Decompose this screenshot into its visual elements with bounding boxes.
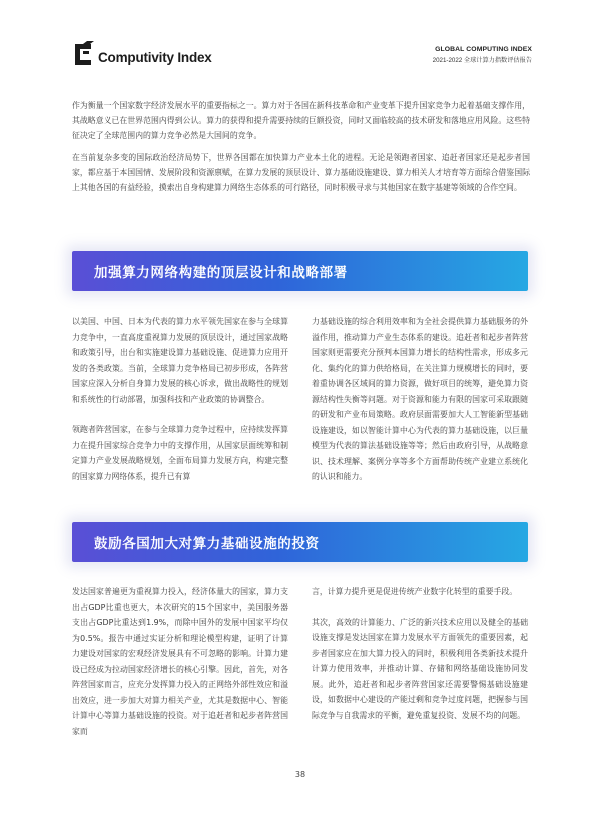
- section-banner-top-level-design: [72, 251, 528, 291]
- intro-paragraph-1: 作为衡量一个国家数字经济发展水平的重要指标之一。算力对于各国在新科技革命和产业变革下提升国家竞争力起着基础支撑作用，其战略意义已在世界范围内得到公认。算力的获得和提升需要持续的巨额投资，同时又面临较高的技术研发和落地应用风险。这些特征决定了全球范围内的算力竞争必然是大国间的竞争。: [72, 101, 530, 140]
- section-title: 加强算力网络构建的顶层设计和战略部署: [94, 265, 348, 281]
- logo: [72, 40, 212, 66]
- section2-left-column: [72, 584, 288, 754]
- paragraph: 力基础设施的综合利用效率和为全社会提供算力基础服务的外溢作用，推动算力产业生态体系的建设。追赶者和起步者阵营国家则更需要充分预判本国算力增长的结构性需求，形成多元化、集约化的算力供给格局，在关注算力规模增长的同时，要着重协调各区域间的算力资源，做好项目的统筹，避免算力资源结构性失衡等问题。对于资源和能力有限的国家可采取跟随的研发和产业布局策略。政府层面需要加大人工智能新型基础设施建设，如以智能计算中心为代表的算力基础设施，以巨量模型为代表的算法基础设施等等；然后由政府引导，从战略意识、技术理解、案例分享等多个方面帮助传统产业建立系统化的认识和能力。: [312, 317, 528, 481]
- report-subtitle: 2021-2022 全球计算力指数评估报告: [432, 57, 532, 64]
- paragraph: 领跑者阵营国家，在参与全球算力竞争过程中，应持续发挥算力在提升国家综合竞争力中的支撑作用，从国家层面统筹和制定算力产业发展战略规划，全面布局算力发展方向，构建完整的国家算力网络体系，提升已有算: [72, 425, 288, 481]
- section1-left-column: [72, 314, 288, 499]
- computivity-logo-icon: [72, 40, 96, 66]
- section1-right-column: [312, 314, 528, 500]
- paragraph: 以美国、中国、日本为代表的算力水平领先国家在参与全球算力竞争中，一直高度重视算力发展的顶层设计，通过国家战略和政策引导，出台和实施建设算力基础设施、促进算力应用开发的各类政策。当前，全球算力竞争格局已初步形成，各阵营国家应深入分析自身算力发展的核心诉求，做出战略性的规划和系统性的行动部署，加强科技和产业政策的协调整合。: [72, 317, 288, 404]
- section-title: 鼓励各国加大对算力基础设施的投资: [94, 536, 320, 552]
- paragraph: 其次，高效的计算能力、广泛的新兴技术应用以及健全的基础设施支撑是发达国家在算力发展水平方面领先的重要因素，起步者国家应在加大算力投入的同时，积极利用各类新技术提升计算力使用效率，并推动计算、存储和网络基础设施协同发展。此外，追赶者和起步者阵营国家还需要警惕基础设施建设，如数据中心建设的产能过剩和竞争过度问题，把握参与国际竞争与自我需求的平衡，避免重复投资、发展不均的问题。: [312, 617, 528, 720]
- report-title: GLOBAL COMPUTING INDEX: [435, 46, 532, 53]
- section2-right-column: [312, 584, 528, 738]
- intro-section: [72, 98, 530, 202]
- page-number: 38: [294, 770, 306, 779]
- section-banner-infrastructure-investment: [72, 522, 528, 562]
- report-header: [433, 46, 532, 64]
- page-header: [72, 40, 532, 74]
- intro-paragraph-2: 在当前复杂多变的国际政治经济局势下，世界各国都在加快算力产业本土化的进程。无论是领跑者国家、追赶者国家还是起步者国家，都应基于本国国情、发展阶段和资源禀赋，在算力发展的顶层设计、算力基础设施建设、算力相关人才培育等方面综合借鉴国际上其他各国的有益经验，摸索出自身构建算力网络生态体系的可行路径，同时积极寻求与其他国家在数字基建等领域的合作空间。: [72, 153, 530, 192]
- logo-text: Computivity Index: [98, 49, 212, 65]
- paragraph: 言，计算力提升更是促进传统产业数字化转型的重要手段。: [312, 587, 518, 596]
- paragraph: 发达国家普遍更为重视算力投入，经济体量大的国家，算力支出占GDP比重也更大，本次研究的15个国家中，美国服务器支出占GDP比重达到1.9%，而除中国外的发展中国家平均仅为0.5%。报告中通过实证分析和理论模型构建，证明了计算力建设对国家的宏观经济发展具有不可忽略的影响。计算力建设已经成为拉动国家经济增长的核心引擎。因此，首先，对各阵营国家而言，应充分发挥算力投入的正网络外部性效应和溢出效应，进一步加大对算力相关产业，尤其是数据中心、智能计算中心等算力基础设施的投资。对于追赶者和起步者阵营国家而: [72, 587, 288, 736]
